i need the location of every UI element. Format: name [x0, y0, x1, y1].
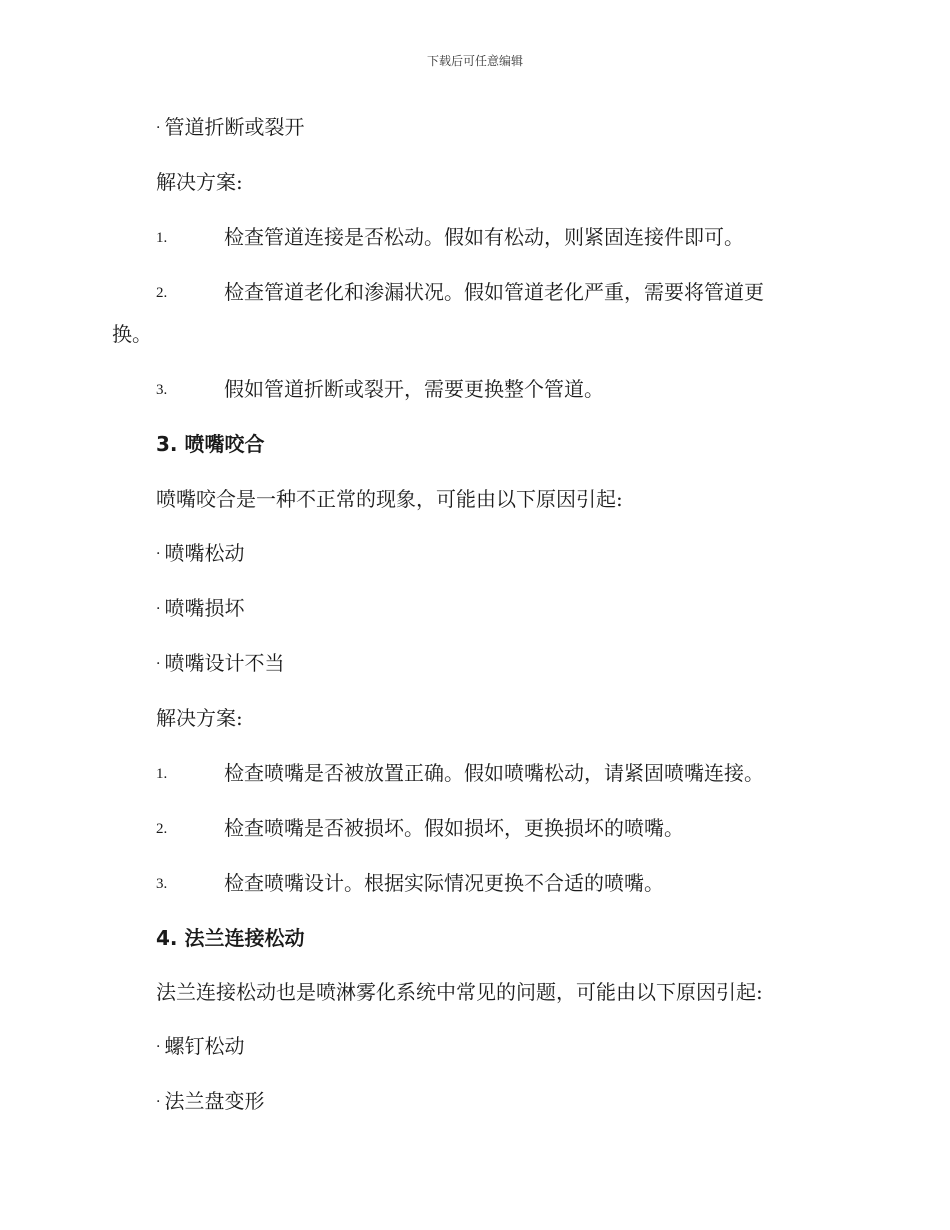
bullet-dot: ·	[156, 601, 161, 617]
list-item-wrap-text: 换。	[112, 322, 152, 346]
bullet-item	[156, 1034, 244, 1061]
list-number: 3.	[156, 382, 168, 398]
bullet-dot: ·	[156, 656, 161, 672]
list-item-text: 检查喷嘴是否被放置正确。假如喷嘴松动，请紧固喷嘴连接。	[224, 761, 764, 785]
bullet-text: 管道折断或裂开	[164, 115, 305, 139]
bullet-dot: ·	[156, 546, 161, 562]
list-number: 2.	[156, 821, 168, 837]
bullet-text: 法兰盘变形	[164, 1089, 265, 1113]
list-item-text: 检查管道连接是否松动。假如有松动，则紧固连接件即可。	[224, 225, 744, 249]
bullet-text: 螺钉松动	[164, 1034, 245, 1058]
bullet-item	[156, 1089, 264, 1116]
page-header: 下载后可任意编辑	[426, 54, 523, 68]
list-item-text: 检查管道老化和渗漏状况。假如管道老化严重，需要将管道更	[224, 280, 764, 304]
bullet-item	[156, 541, 244, 568]
section-intro: 法兰连接松动也是喷淋雾化系统中常见的问题，可能由以下原因引起:	[156, 980, 763, 1004]
bullet-text: 喷嘴设计不当	[164, 651, 285, 675]
bullet-dot: ·	[156, 120, 161, 136]
list-item-text: 检查喷嘴是否被损坏。假如损坏，更换损坏的喷嘴。	[224, 816, 684, 840]
section-heading: 4. 法兰连接松动	[156, 926, 305, 950]
bullet-text: 喷嘴松动	[164, 541, 245, 565]
bullet-dot: ·	[156, 1094, 161, 1110]
solution-label: 解决方案:	[156, 706, 243, 730]
list-number: 1.	[156, 230, 168, 246]
bullet-dot: ·	[156, 1039, 161, 1055]
list-item-text: 假如管道折断或裂开，需要更换整个管道。	[224, 377, 604, 401]
section-heading: 3. 喷嘴咬合	[156, 432, 265, 456]
section-intro: 喷嘴咬合是一种不正常的现象，可能由以下原因引起:	[156, 487, 623, 511]
bullet-item	[156, 651, 284, 678]
list-item-text: 检查喷嘴设计。根据实际情况更换不合适的喷嘴。	[224, 871, 664, 895]
bullet-text: 喷嘴损坏	[164, 596, 245, 620]
list-number: 1.	[156, 766, 168, 782]
bullet-item	[156, 115, 304, 142]
list-number: 2.	[156, 285, 168, 301]
bullet-item	[156, 596, 244, 623]
solution-label: 解决方案:	[156, 170, 243, 194]
list-number: 3.	[156, 876, 168, 892]
